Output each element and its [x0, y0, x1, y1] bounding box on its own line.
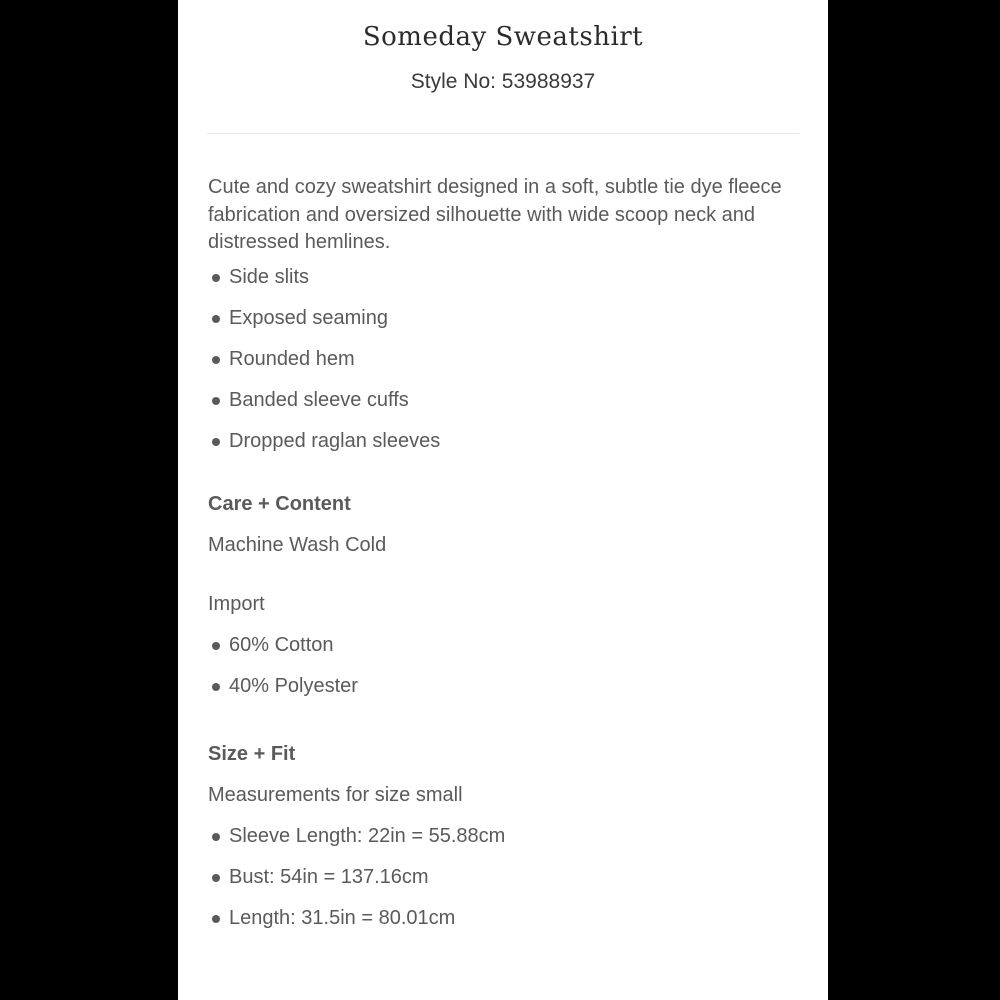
bullet-icon [212, 833, 220, 841]
header-divider [207, 133, 799, 134]
measurements-list [208, 816, 798, 939]
bullet-icon [212, 438, 220, 446]
product-description: Cute and cozy sweatshirt designed in a soft, subtle tie dye fleece fabrication and oversized silhouette with wide scoop neck and distressed hemlines. [208, 176, 782, 253]
measurement-item [208, 857, 798, 898]
material-text: 40% Polyester [229, 674, 358, 697]
feature-item [208, 421, 798, 462]
material-item [208, 666, 798, 707]
feature-item [208, 298, 798, 339]
care-instructions: Machine Wash Cold [208, 533, 387, 556]
measurement-text: Length: 31.5in = 80.01cm [229, 906, 456, 929]
care-content-heading: Care + Content [208, 492, 351, 515]
feature-item [208, 257, 798, 298]
bullet-icon [212, 315, 220, 323]
origin-text: Import [208, 592, 265, 615]
product-details-panel [178, 0, 828, 1000]
style-number: Style No: 53988937 [410, 70, 596, 93]
measurement-item [208, 898, 798, 939]
bullet-icon [212, 397, 220, 405]
feature-text: Rounded hem [229, 347, 355, 370]
measurements-intro: Measurements for size small [208, 783, 463, 806]
measurement-text: Bust: 54in = 137.16cm [229, 865, 429, 888]
feature-text: Side slits [229, 265, 310, 288]
feature-item [208, 339, 798, 380]
bullet-icon [212, 356, 220, 364]
feature-item [208, 380, 798, 421]
bullet-icon [212, 274, 220, 282]
feature-text: Banded sleeve cuffs [229, 388, 409, 411]
product-content [208, 174, 798, 939]
materials-list [208, 625, 798, 707]
feature-text: Exposed seaming [229, 306, 388, 329]
material-text: 60% Cotton [229, 633, 334, 656]
material-item [208, 625, 798, 666]
bullet-icon [212, 874, 220, 882]
product-title: Someday Sweatshirt [362, 22, 644, 52]
measurement-text: Sleeve Length: 22in = 55.88cm [229, 824, 506, 847]
bullet-icon [212, 683, 220, 691]
feature-text: Dropped raglan sleeves [229, 429, 441, 452]
bullet-icon [212, 915, 220, 923]
feature-list [208, 257, 798, 462]
size-fit-heading: Size + Fit [208, 742, 296, 765]
bullet-icon [212, 642, 220, 650]
measurement-item [208, 816, 798, 857]
